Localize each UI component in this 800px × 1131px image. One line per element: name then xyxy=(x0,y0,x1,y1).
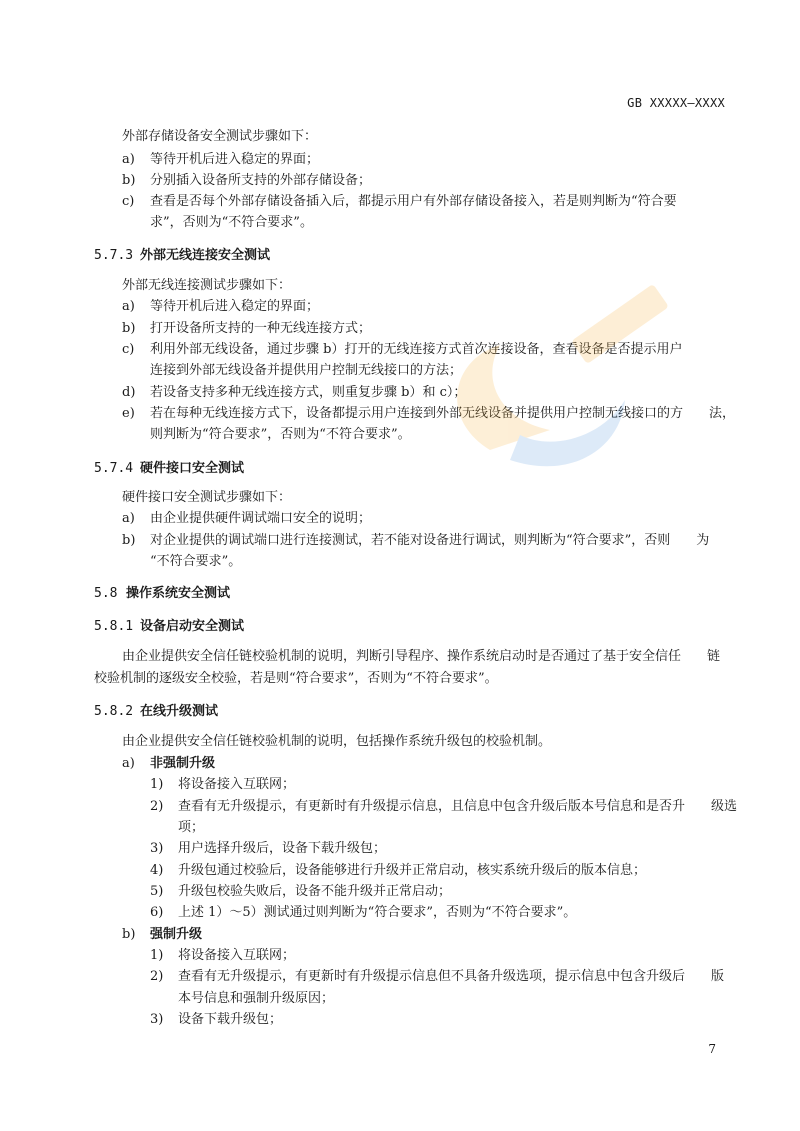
list-text: 将设备接入互联网； xyxy=(178,948,296,963)
section-heading-5-7-4 xyxy=(94,460,244,478)
list-item xyxy=(150,1011,282,1029)
section-title: 设备启动安全测试 xyxy=(140,619,245,634)
list-marker: 3) xyxy=(150,1012,164,1027)
list-text: 等待开机后进入稳定的界面； xyxy=(150,152,320,167)
list-text-continued: 本号信息和强制升级原因； xyxy=(178,991,335,1006)
section-title: 硬件接口安全测试 xyxy=(140,461,245,476)
list-item xyxy=(150,883,451,901)
section-heading-5-8-2 xyxy=(94,703,218,721)
paragraph: 由企业提供安全信任链校验机制的说明，包括操作系统升级包的校验机制。 xyxy=(122,734,552,749)
list-marker: 4) xyxy=(150,863,164,878)
list-item xyxy=(122,532,709,550)
section-title: 操作系统安全测试 xyxy=(126,586,231,601)
paragraph: 外部无线连接测试步骤如下： xyxy=(122,278,292,293)
list-text: 升级包通过校验后，设备能够进行升级并正常启动，核实系统升级后的版本信息； xyxy=(178,863,647,878)
section-number: 5.8.2 xyxy=(94,704,134,719)
list-item xyxy=(122,384,466,402)
list-text: 对企业提供的调试端口进行连接测试，若不能对设备进行调试，则判断为“符合要求”，否则 为 xyxy=(150,533,710,548)
list-item xyxy=(122,510,371,528)
list-text: 分别插入设备所支持的外部存储设备； xyxy=(150,173,372,188)
list-marker: 2) xyxy=(150,969,164,984)
list-item xyxy=(122,193,677,211)
list-item xyxy=(122,172,371,190)
section-heading-5-8 xyxy=(94,585,230,603)
list-marker: c) xyxy=(122,342,135,357)
list-text: 查看有无升级提示，有更新时有升级提示信息，且信息中包含升级后版本号信息和是否升 级选 xyxy=(178,799,738,814)
list-item xyxy=(122,341,682,359)
subsection-title: 非强制升级 xyxy=(150,756,216,771)
list-marker: c) xyxy=(122,194,135,209)
list-text-continued: 则判断为“符合要求”，否则为“不符合要求”。 xyxy=(150,427,411,442)
standard-code-header: GB XXXXX—XXXX xyxy=(627,96,725,110)
list-text: 若在每种无线连接方式下，设备都提示用户连接到外部无线设备并提供用户控制无线接口的方 法， xyxy=(150,406,736,421)
list-item xyxy=(150,947,295,965)
section-number: 5.7.3 xyxy=(94,248,134,263)
list-marker: a) xyxy=(122,152,135,167)
list-item xyxy=(150,862,646,880)
section-number: 5.7.4 xyxy=(94,461,134,476)
paragraph: 硬件接口安全测试步骤如下： xyxy=(122,490,292,505)
list-item xyxy=(150,968,724,986)
list-text: 由企业提供硬件调试端口安全的说明； xyxy=(150,511,372,526)
list-marker: 1) xyxy=(150,777,164,792)
list-text: 打开设备所支持的一种无线连接方式； xyxy=(150,321,372,336)
list-text: 查看有无升级提示，有更新时有升级提示信息但不具备升级选项，提示信息中包含升级后 版 xyxy=(178,969,725,984)
section-number: 5.8.1 xyxy=(94,619,134,634)
section-title: 外部无线连接安全测试 xyxy=(140,248,271,263)
list-marker: 2) xyxy=(150,799,164,814)
list-item xyxy=(122,320,371,338)
list-text-continued: 求”，否则为“不符合要求”。 xyxy=(150,215,313,230)
list-text-continued: 项； xyxy=(178,820,205,835)
list-text: 查看是否每个外部存储设备插入后，都提示用户有外部存储设备接入，若是则判断为“符合要 xyxy=(150,194,677,209)
list-item xyxy=(150,776,295,794)
section-title: 在线升级测试 xyxy=(140,704,219,719)
paragraph: 由企业提供安全信任链校验机制的说明，判断引导程序、操作系统启动时是否通过了基于安全信任 链 xyxy=(122,649,721,664)
list-text: 利用外部无线设备，通过步骤 b）打开的无线连接方式首次连接设备，查看设备是否提示用户 xyxy=(150,342,683,357)
list-marker: a) xyxy=(122,511,135,526)
list-marker: a) xyxy=(122,299,135,314)
list-marker: b) xyxy=(122,173,136,188)
list-item xyxy=(150,840,386,858)
list-marker: 6) xyxy=(150,905,164,920)
list-item xyxy=(122,755,215,773)
list-marker: b) xyxy=(122,927,136,942)
list-marker: a) xyxy=(122,756,135,771)
list-text: 升级包校验失败后，设备不能升级并正常启动； xyxy=(178,884,452,899)
list-item xyxy=(122,926,202,944)
list-text: 设备下载升级包； xyxy=(178,1012,283,1027)
paragraph: 外部存储设备安全测试步骤如下： xyxy=(122,129,318,144)
list-item xyxy=(122,405,735,423)
list-item xyxy=(122,151,319,169)
list-marker: e) xyxy=(122,406,135,421)
list-marker: 1) xyxy=(150,948,164,963)
list-marker: d) xyxy=(122,385,136,400)
subsection-title: 强制升级 xyxy=(150,927,203,942)
list-text: 将设备接入互联网； xyxy=(178,777,296,792)
list-item xyxy=(150,798,737,816)
paragraph-continued: 校验机制的逐级安全校验，若是则“符合要求”，否则为“不符合要求”。 xyxy=(94,671,498,686)
section-heading-5-7-3 xyxy=(94,247,270,265)
list-text-continued: “不符合要求”。 xyxy=(150,554,242,569)
list-marker: b) xyxy=(122,321,136,336)
list-marker: 3) xyxy=(150,841,164,856)
list-item xyxy=(122,298,319,316)
section-heading-5-8-1 xyxy=(94,618,244,636)
list-text-continued: 连接到外部无线设备并提供用户控制无线接口的方法； xyxy=(150,363,463,378)
list-text: 等待开机后进入稳定的界面； xyxy=(150,299,320,314)
list-item xyxy=(150,904,576,922)
list-text: 上述 1）～5）测试通过则判断为“符合要求”，否则为“不符合要求”。 xyxy=(178,905,577,920)
section-number: 5.8 xyxy=(94,586,118,601)
list-marker: 5) xyxy=(150,884,164,899)
page-number: 7 xyxy=(708,1042,716,1056)
list-marker: b) xyxy=(122,533,136,548)
list-text: 若设备支持多种无线连接方式，则重复步骤 b）和 c）； xyxy=(150,385,467,400)
list-text: 用户选择升级后，设备下载升级包； xyxy=(178,841,387,856)
